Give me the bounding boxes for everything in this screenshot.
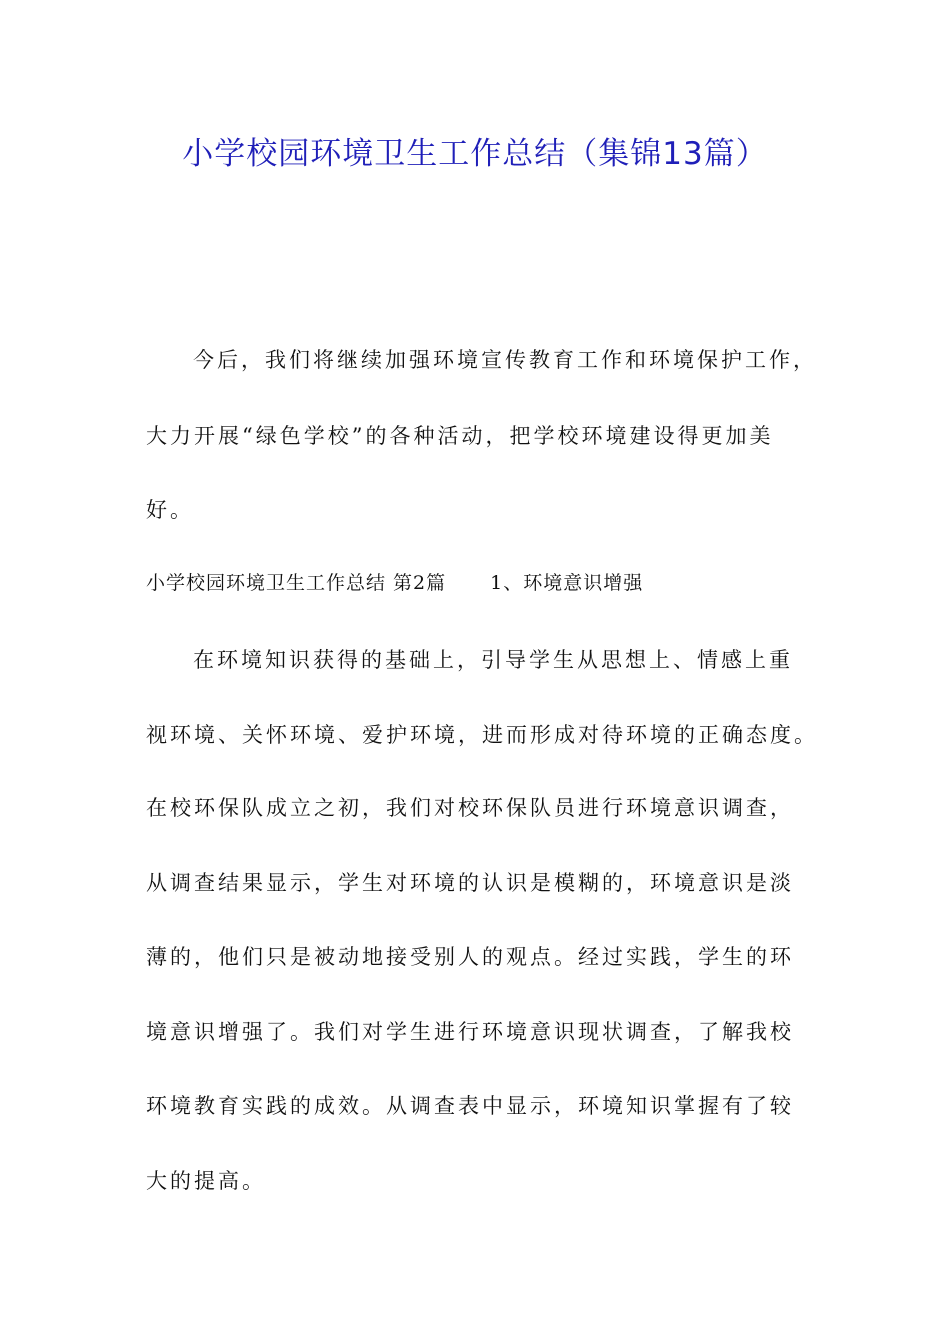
- paragraph-2-line-3: 在校环保队成立之初，我们对校环保队员进行环境意识调查，: [146, 796, 794, 820]
- paragraph-2-line-7: 环境教育实践的成效。从调查表中显示，环境知识掌握有了较: [146, 1094, 794, 1118]
- paragraph-2-line-5: 薄的，他们只是被动地接受别人的观点。经过实践，学生的环: [146, 945, 794, 969]
- document-title: 小学校园环境卫生工作总结（集锦13篇）: [182, 136, 768, 172]
- section-2-subheading: 1、环境意识增强: [490, 572, 644, 594]
- paragraph-2-line-1: 在环境知识获得的基础上，引导学生从思想上、情感上重: [193, 648, 793, 672]
- paragraph-1-line-1: 今后，我们将继续加强环境宣传教育工作和环境保护工作，: [193, 348, 817, 372]
- section-2-heading: 小学校园环境卫生工作总结 第2篇: [146, 572, 447, 594]
- paragraph-2-line-6: 境意识增强了。我们对学生进行环境意识现状调查，了解我校: [146, 1020, 794, 1044]
- paragraph-2-line-4: 从调查结果显示，学生对环境的认识是模糊的，环境意识是淡: [146, 871, 794, 895]
- section-2-heading-row: [146, 568, 846, 598]
- paragraph-2-line-2: 视环境、关怀环境、爱护环境，进而形成对待环境的正确态度。: [146, 723, 818, 747]
- paragraph-1-line-2: 大力开展“绿色学校”的各种活动，把学校环境建设得更加美: [146, 424, 774, 448]
- paragraph-2-line-8: 大的提高。: [146, 1169, 266, 1193]
- paragraph-1-line-3: 好。: [146, 498, 194, 522]
